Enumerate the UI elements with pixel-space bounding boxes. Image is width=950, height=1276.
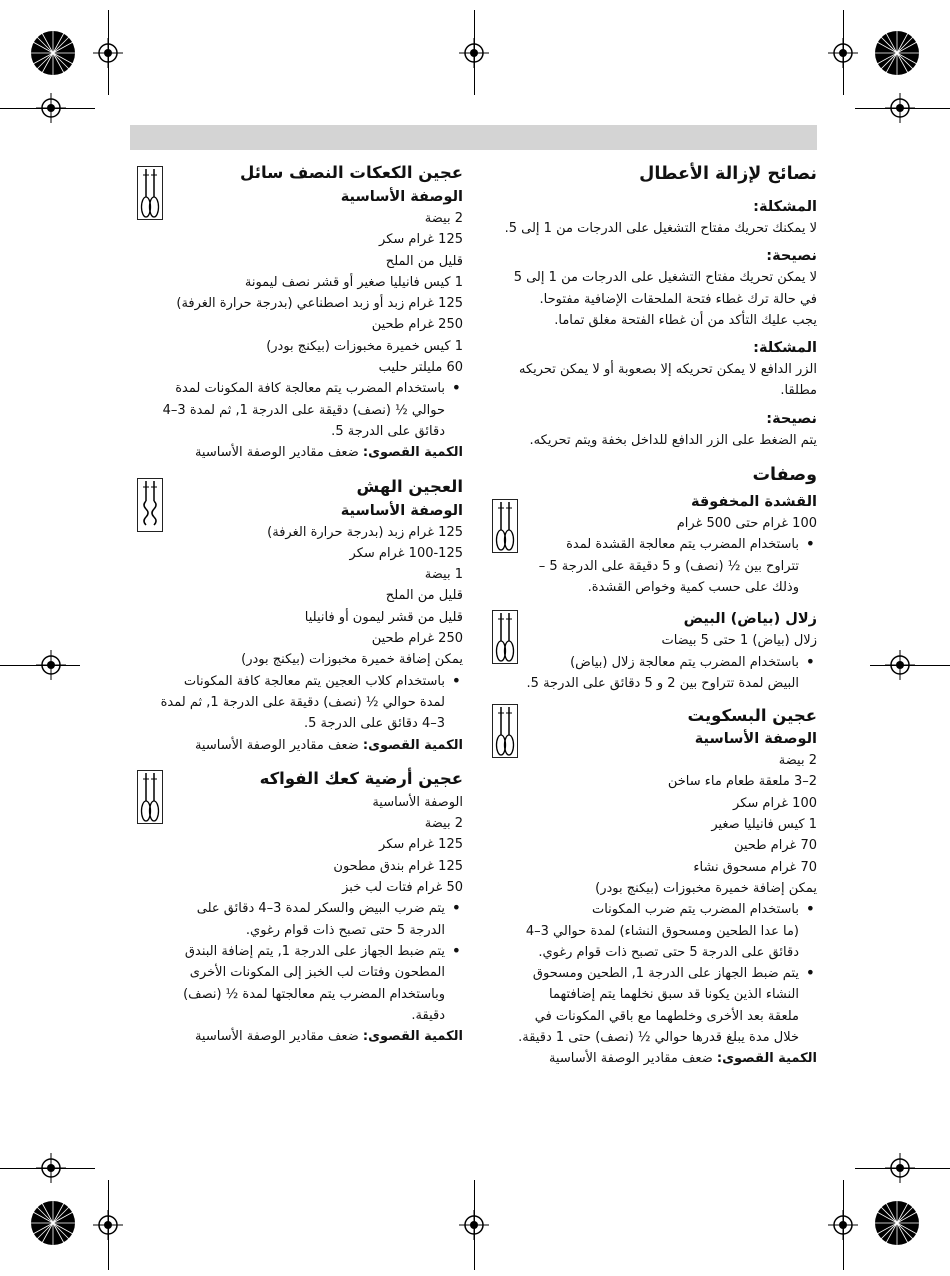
instruction-line: • باستخدام المضرب يتم معالجة القشدة لمدة	[566, 537, 799, 553]
ingredient-line: 125 غرام زبد أو زبد اصطناعي (بدرجة حرارة الغرفة)	[176, 296, 463, 312]
tip-label: نصيحة:	[766, 410, 817, 427]
registration-target-icon	[36, 650, 66, 680]
section-title: عجين أرضية كعك الفواكه	[259, 768, 463, 788]
ingredient-line: زلال (بياض) 1 حتى 5 بيضات	[661, 633, 817, 649]
ingredient-line: 1 كيس فانيليا صغير أو قشر نصف ليمونة	[244, 274, 463, 290]
whisk-attachment-icon	[137, 166, 163, 220]
section-title: القشدة المخفوقة	[691, 494, 817, 511]
ingredient-line: يمكن إضافة خميرة مخبوزات (بيكنج بودر)	[595, 880, 817, 896]
instruction-line: • يتم ضرب البيض والسكر لمدة 3–4 دقائق على	[196, 901, 445, 917]
max-quantity-text: ضعف مقادير الوصفة الأساسية	[194, 737, 359, 753]
instruction-line: • يتم ضبط الجهاز على الدرجة 1, الطحين ومسحوق	[532, 966, 799, 982]
instruction-bullet	[140, 941, 463, 1026]
shortcrust-section	[140, 474, 463, 756]
problem-label: المشكلة:	[753, 199, 817, 215]
recipes-title: وصفات	[752, 465, 817, 486]
ingredient-line: 2 بيضة	[424, 816, 463, 832]
ingredient-line: 250 غرام طحين	[371, 631, 463, 647]
instruction-line: 3–4 دقائق على الدرجة 5.	[303, 716, 445, 732]
biscuit-section	[492, 704, 817, 1069]
ingredient-line: 2 بيضة	[424, 211, 463, 226]
instruction-bullet	[492, 534, 817, 598]
color-starburst-icon	[874, 1200, 920, 1246]
instruction-bullet	[140, 378, 463, 442]
problem-text: الزر الدافع لا يمكن تحريكه إلا بصعوبة أو لا يمكن تحريكه	[518, 362, 817, 378]
instruction-line: البيض لمدة تتراوح بين 2 و 5 دقائق على الدرجة 5.	[526, 675, 799, 691]
registration-target-icon	[885, 93, 915, 123]
whisk-attachment-icon	[492, 704, 518, 758]
ingredient-line: يمكن إضافة خميرة مخبوزات (بيكنج بودر)	[241, 652, 463, 668]
tip-text: يجب عليك التأكد من أن غطاء الفتحة مغلق تماما.	[554, 312, 817, 328]
max-quantity-label: الكمية القصوى:	[362, 737, 463, 753]
ingredient-line: 2 بيضة	[778, 753, 817, 769]
ingredient-line: 125 غرام سكر	[379, 232, 463, 248]
ingredient-line: 250 غرام طحين	[371, 317, 463, 333]
instruction-line: • يتم ضبط الجهاز على الدرجة 1, يتم إضافة البندق	[184, 943, 445, 959]
ingredient-line: 1 كيس خميرة مخبوزات (بيكنج بودر)	[266, 338, 463, 354]
instruction-line: (ما عدا الطحين ومسحوق النشاء) لمدة حوالي 3–4	[525, 923, 799, 939]
ingredient-line: قليل من قشر ليمون أو فانيليا	[304, 609, 463, 625]
registration-target-icon	[885, 650, 915, 680]
fruit-base-section	[140, 766, 463, 1048]
registration-target-icon	[828, 38, 858, 68]
registration-target-icon	[885, 1153, 915, 1183]
section-title: زلال (بياض) البيض	[683, 611, 817, 628]
ingredient-line: 70 غرام مسحوق نشاء	[693, 859, 817, 875]
instruction-line: دقائق على الدرجة 5.	[331, 423, 445, 439]
instruction-line: المطحون وفتات لب الخبز إلى المكونات الأخرى	[189, 965, 445, 981]
instruction-line: لمدة حوالي ½ (نصف) دقيقة على الدرجة 1, ثم لمدة	[160, 694, 445, 710]
instruction-bullet	[140, 898, 463, 941]
ingredient-line: قليل من الملح	[385, 253, 463, 269]
problem-text: لا يمكنك تحريك مفتاح التشغيل على الدرجات من 1 إلى 5.	[504, 221, 817, 236]
max-quantity-label: الكمية القصوى:	[362, 445, 463, 461]
instruction-line: ملعقة بعد الأخرى وخلطهما مع باقي المكونات في	[534, 1008, 799, 1024]
max-quantity-text: ضعف مقادير الوصفة الأساسية	[194, 445, 359, 461]
max-quantity	[140, 1026, 463, 1047]
registration-target-icon	[459, 38, 489, 68]
max-quantity-label: الكمية القصوى:	[362, 1029, 463, 1045]
tip-label: نصيحة:	[766, 248, 817, 265]
ingredient-line: 125 غرام بندق مطحون	[333, 858, 463, 874]
dough-hook-icon	[137, 478, 163, 532]
ingredient-line: 125 غرام زبد (بدرجة حرارة الغرفة)	[267, 524, 463, 540]
registration-target-icon	[36, 1153, 66, 1183]
instruction-line: تتراوح بين ½ (نصف) و 5 دقيقة على الدرجة 5 –	[538, 558, 799, 574]
tip-text: لا يمكن تحريك مفتاح التشغيل على الدرجات من 1 إلى 5	[513, 270, 817, 286]
max-quantity	[140, 442, 463, 463]
max-quantity-text: ضعف مقادير الوصفة الأساسية	[194, 1029, 359, 1045]
instruction-line: دقائق على الدرجة 5 حتى تصبح ذات قوام رغوي.	[538, 944, 799, 960]
registration-target-icon	[93, 1210, 123, 1240]
whisk-attachment-icon	[137, 770, 163, 824]
ingredient-line: 70 غرام طحين	[733, 838, 817, 854]
registration-target-icon	[459, 1210, 489, 1240]
section-title: العجين الهش	[356, 476, 463, 496]
instruction-bullet	[492, 963, 817, 1048]
tip-text: يتم الضغط على الزر الدافع للداخل بخفة ويتم تحريكه.	[529, 432, 817, 448]
max-quantity-label: الكمية القصوى:	[716, 1051, 817, 1067]
ingredient-line: 50 غرام فتات لب خبز	[342, 880, 463, 896]
registration-target-icon	[828, 1210, 858, 1240]
instruction-line: النشاء الذين يكونا قد سبق نخلهما يتم إضافتهما	[549, 987, 799, 1003]
problem-label: المشكلة:	[753, 340, 817, 357]
tip-text: في حالة ترك غطاء فتحة الملحقات الإضافية مفتوحا.	[539, 291, 817, 307]
registration-target-icon	[36, 93, 66, 123]
ingredient-line: 1 كيس فانيليا صغير	[711, 817, 817, 833]
whipped-cream-section	[492, 491, 817, 598]
instruction-line: • باستخدام كلاب العجين يتم معالجة كافة المكونات	[183, 673, 445, 689]
instruction-line: الدرجة 5 حتى تصبح ذات قوام رغوي.	[245, 922, 445, 938]
instruction-line: • باستخدام المضرب يتم معالجة كافة المكونات لمدة	[175, 381, 445, 397]
ingredient-line: 125 غرام سكر	[379, 837, 463, 853]
ingredient-line: 60 مليلتر حليب	[378, 360, 463, 376]
max-quantity	[140, 735, 463, 756]
section-subtitle: الوصفة الأساسية	[340, 189, 463, 205]
instruction-line: • باستخدام المضرب يتم ضرب المكونات	[591, 902, 799, 918]
registration-target-icon	[93, 38, 123, 68]
ingredient-line: 100-125 غرام سكر	[349, 545, 463, 561]
section-title: عجين الكعكات النصف سائل	[240, 163, 463, 182]
instruction-bullet	[492, 652, 817, 695]
left-column	[140, 160, 463, 1047]
color-starburst-icon	[30, 30, 76, 76]
max-quantity	[492, 1048, 817, 1069]
header-band	[130, 125, 817, 150]
instruction-bullet	[140, 671, 463, 735]
instruction-line: حوالي ½ (نصف) دقيقة على الدرجة 1, ثم لمدة 3–4	[162, 402, 445, 418]
troubleshooting-title: نصائح لإزالة الأعطال	[639, 164, 817, 184]
ingredient-line: 100 غرام سكر	[733, 795, 817, 811]
max-quantity-text: ضعف مقادير الوصفة الأساسية	[548, 1051, 713, 1067]
problem-text: مطلقا.	[780, 383, 817, 399]
color-starburst-icon	[30, 1200, 76, 1246]
egg-white-section	[492, 608, 817, 694]
instruction-line: خلال مدة يبلغ قدرها حوالي ½ (نصف) حتى 1 دقيقة.	[518, 1030, 799, 1046]
section-title: عجين البسكويت	[687, 706, 817, 726]
cake-liquid-section	[140, 160, 463, 464]
instruction-line: وذلك على حسب كمية وخواص القشدة.	[587, 579, 799, 595]
ingredient-line: 100 غرام حتى 500 غرام	[676, 516, 817, 532]
instruction-line: دقيقة.	[411, 1007, 445, 1023]
section-subtitle: الوصفة الأساسية	[340, 502, 463, 519]
right-column	[492, 160, 817, 1070]
ingredient-line: 1 بيضة	[424, 567, 463, 583]
section-subtitle: الوصفة الأساسية	[694, 731, 817, 748]
ingredient-line: 2–3 ملعقة طعام ماء ساخن	[667, 774, 817, 790]
color-starburst-icon	[874, 30, 920, 76]
section-subtitle: الوصفة الأساسية	[372, 794, 463, 810]
instruction-line: • باستخدام المضرب يتم معالجة زلال (بياض)	[570, 654, 799, 670]
instruction-line: وباستخدام المضرب يتم معالجتها لمدة ½ (نصف)	[183, 986, 445, 1002]
ingredient-line: قليل من الملح	[385, 588, 463, 604]
instruction-bullet	[492, 899, 817, 963]
